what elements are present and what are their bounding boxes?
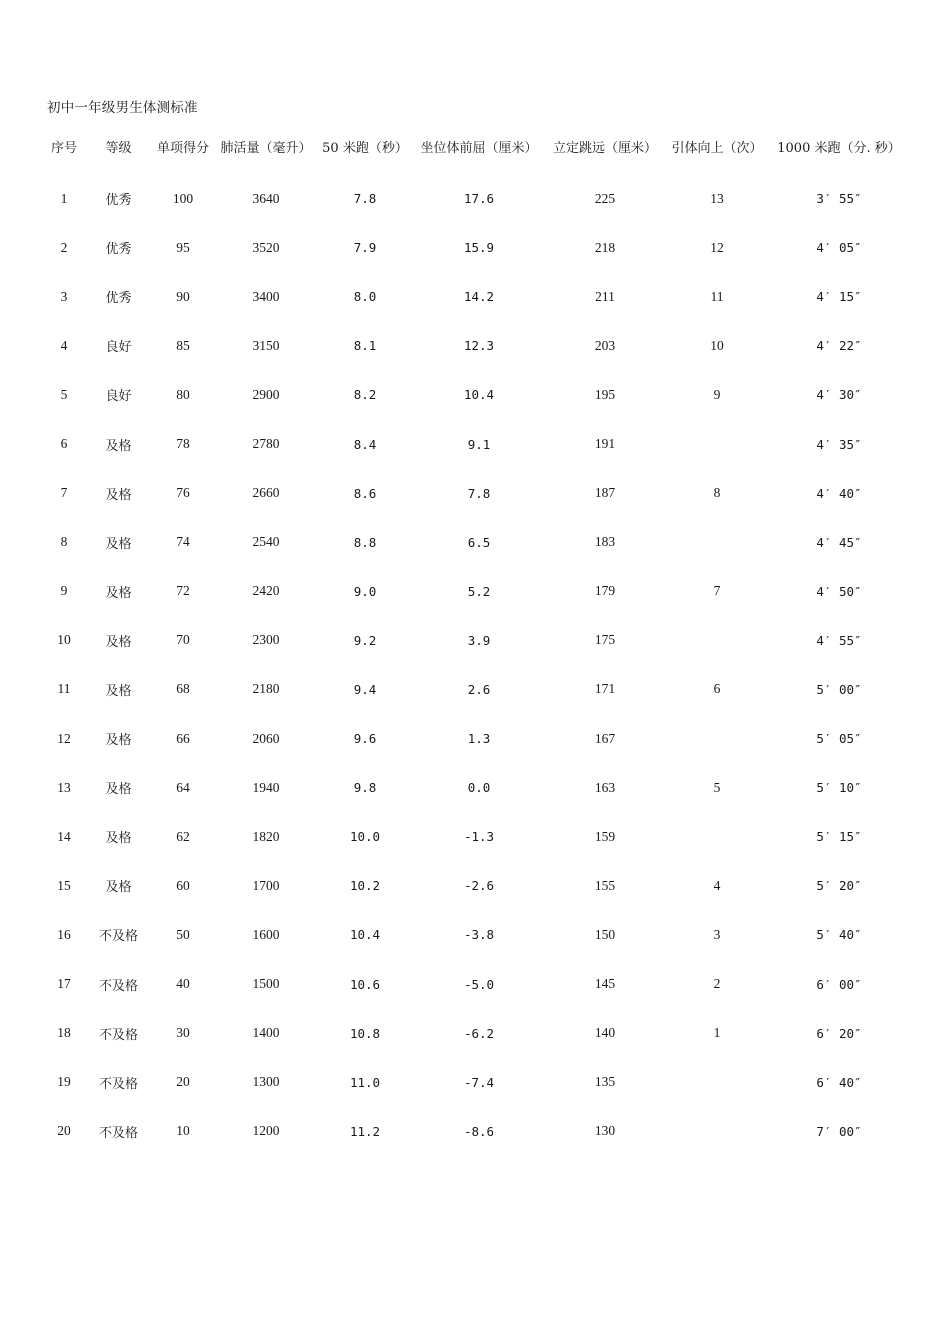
- run-1000m-cell: 5′ 40″: [816, 927, 862, 943]
- long-jump-cell: 195: [594, 386, 616, 402]
- header-1000m-run: 1000 米跑（分. 秒）: [777, 140, 901, 156]
- run-50m-cell: 8.0: [353, 289, 377, 305]
- table-row: [42, 812, 909, 861]
- vital-capacity-cell: 1400: [252, 1025, 280, 1041]
- vital-capacity-cell: 2660: [252, 485, 280, 501]
- seq-cell: 16: [57, 926, 71, 942]
- run-1000m-cell: 6′ 20″: [816, 1025, 862, 1041]
- long-jump-cell: 150: [594, 926, 616, 942]
- score-cell: 30: [176, 1025, 190, 1041]
- seq-cell: 11: [57, 681, 71, 697]
- pull-ups-cell: 3: [713, 926, 721, 942]
- long-jump-cell: 171: [594, 681, 616, 697]
- header-seq: 序号: [50, 140, 77, 156]
- long-jump-cell: 218: [594, 239, 616, 255]
- score-cell: 78: [176, 436, 190, 452]
- vital-capacity-cell: 1820: [252, 828, 280, 844]
- sit-and-reach-cell: 17.6: [463, 191, 495, 207]
- table-row: [42, 910, 909, 959]
- run-50m-cell: 10.4: [349, 927, 381, 943]
- seq-cell: 6: [60, 436, 68, 452]
- score-cell: 100: [172, 190, 194, 206]
- grade-cell: 不及格: [98, 1076, 138, 1092]
- seq-cell: 20: [57, 1123, 71, 1139]
- sit-and-reach-cell: 9.1: [467, 436, 491, 452]
- grade-cell: 不及格: [98, 1125, 138, 1141]
- header-standing-long-jump: 立定跳远（厘米）: [552, 140, 657, 156]
- vital-capacity-cell: 2180: [252, 681, 280, 697]
- table-row: [42, 469, 909, 518]
- run-50m-cell: 9.2: [353, 632, 377, 648]
- sit-and-reach-cell: -8.6: [463, 1123, 495, 1139]
- grade-cell: 良好: [105, 389, 132, 405]
- pull-ups-cell: 6: [713, 681, 721, 697]
- long-jump-cell: 155: [594, 877, 616, 893]
- score-cell: 80: [176, 386, 190, 402]
- table-row: [42, 714, 909, 763]
- seq-cell: 18: [57, 1025, 71, 1041]
- seq-cell: 17: [57, 976, 71, 992]
- sit-and-reach-cell: 10.4: [463, 387, 495, 403]
- long-jump-cell: 140: [594, 1025, 616, 1041]
- pull-ups-cell: [665, 812, 769, 861]
- long-jump-cell: 163: [594, 779, 616, 795]
- run-50m-cell: 7.8: [353, 191, 377, 207]
- run-50m-cell: 11.2: [349, 1123, 381, 1139]
- score-cell: 62: [176, 828, 190, 844]
- run-50m-cell: 9.4: [353, 681, 377, 697]
- run-50m-cell: 10.0: [349, 829, 381, 845]
- table-row: [42, 419, 909, 468]
- table-row: [42, 1058, 909, 1107]
- grade-cell: 及格: [105, 487, 132, 503]
- pull-ups-cell: 11: [710, 288, 724, 304]
- long-jump-cell: 183: [594, 534, 616, 550]
- seq-cell: 7: [60, 485, 68, 501]
- vital-capacity-cell: 2780: [252, 436, 280, 452]
- run-50m-cell: 9.6: [353, 731, 377, 747]
- table-header-row: [42, 130, 909, 162]
- sit-and-reach-cell: 5.2: [467, 583, 491, 599]
- run-1000m-cell: 4′ 50″: [816, 583, 862, 599]
- score-cell: 70: [176, 632, 190, 648]
- sit-and-reach-cell: -7.4: [463, 1074, 495, 1090]
- run-50m-cell: 8.2: [353, 387, 377, 403]
- score-cell: 40: [176, 976, 190, 992]
- header-grade: 等级: [105, 140, 132, 156]
- sit-and-reach-cell: -3.8: [463, 927, 495, 943]
- score-cell: 68: [176, 681, 190, 697]
- run-1000m-cell: 5′ 15″: [816, 829, 862, 845]
- pull-ups-cell: 13: [710, 190, 724, 206]
- pull-ups-cell: 1: [713, 1025, 721, 1041]
- vital-capacity-cell: 1700: [252, 877, 280, 893]
- seq-cell: 12: [57, 730, 71, 746]
- sit-and-reach-cell: -6.2: [463, 1025, 495, 1041]
- seq-cell: 10: [57, 632, 71, 648]
- run-50m-cell: 11.0: [349, 1074, 381, 1090]
- run-50m-cell: 10.2: [349, 878, 381, 894]
- pull-ups-cell: 12: [710, 239, 724, 255]
- seq-cell: 8: [60, 534, 68, 550]
- sit-and-reach-cell: 15.9: [463, 240, 495, 256]
- table-row: [42, 321, 909, 370]
- score-cell: 10: [176, 1123, 190, 1139]
- table-row: [42, 370, 909, 419]
- seq-cell: 14: [57, 828, 71, 844]
- vital-capacity-cell: 1300: [252, 1074, 280, 1090]
- vital-capacity-cell: 2300: [252, 632, 280, 648]
- sit-and-reach-cell: 2.6: [467, 681, 491, 697]
- run-1000m-cell: 7′ 00″: [816, 1123, 862, 1139]
- score-cell: 66: [176, 730, 190, 746]
- header-vital-capacity: 肺活量（毫升）: [220, 140, 312, 156]
- run-1000m-cell: 6′ 00″: [816, 976, 862, 992]
- pull-ups-cell: 10: [710, 337, 724, 353]
- pull-ups-cell: [665, 419, 769, 468]
- run-1000m-cell: 5′ 10″: [816, 780, 862, 796]
- run-1000m-cell: 4′ 30″: [816, 387, 862, 403]
- pull-ups-cell: 4: [713, 877, 721, 893]
- vital-capacity-cell: 2060: [252, 730, 280, 746]
- table-row: [42, 616, 909, 665]
- sit-and-reach-cell: 3.9: [467, 632, 491, 648]
- seq-cell: 1: [60, 190, 68, 206]
- run-1000m-cell: 5′ 20″: [816, 878, 862, 894]
- score-cell: 90: [176, 288, 190, 304]
- pull-ups-cell: 7: [713, 583, 721, 599]
- table-row: [42, 960, 909, 1009]
- vital-capacity-cell: 1940: [252, 779, 280, 795]
- sit-and-reach-cell: 1.3: [467, 731, 491, 747]
- score-cell: 95: [176, 239, 190, 255]
- table-row: [42, 665, 909, 714]
- long-jump-cell: 225: [594, 190, 616, 206]
- fitness-standard-table: [42, 130, 909, 1156]
- vital-capacity-cell: 1200: [252, 1123, 280, 1139]
- run-1000m-cell: 6′ 40″: [816, 1074, 862, 1090]
- long-jump-cell: 203: [594, 337, 616, 353]
- table-row: [42, 567, 909, 616]
- vital-capacity-cell: 2420: [252, 583, 280, 599]
- pull-ups-cell: [665, 616, 769, 665]
- vital-capacity-cell: 1600: [252, 926, 280, 942]
- score-cell: 60: [176, 877, 190, 893]
- vital-capacity-cell: 3400: [252, 288, 280, 304]
- grade-cell: 良好: [105, 340, 132, 356]
- table-row: [42, 861, 909, 910]
- run-50m-cell: 9.0: [353, 583, 377, 599]
- grade-cell: 不及格: [98, 978, 138, 994]
- grade-cell: 及格: [105, 683, 132, 699]
- table-row: [42, 763, 909, 812]
- seq-cell: 9: [60, 583, 68, 599]
- vital-capacity-cell: 3640: [252, 190, 280, 206]
- vital-capacity-cell: 2540: [252, 534, 280, 550]
- grade-cell: 及格: [105, 585, 132, 601]
- pull-ups-cell: [665, 1107, 769, 1156]
- sit-and-reach-cell: 0.0: [467, 780, 491, 796]
- run-50m-cell: 8.6: [353, 485, 377, 501]
- run-50m-cell: 9.8: [353, 780, 377, 796]
- long-jump-cell: 175: [594, 632, 616, 648]
- table-row: [42, 1107, 909, 1156]
- long-jump-cell: 187: [594, 485, 616, 501]
- grade-cell: 及格: [105, 831, 132, 847]
- grade-cell: 不及格: [98, 929, 138, 945]
- long-jump-cell: 145: [594, 976, 616, 992]
- score-cell: 85: [176, 337, 190, 353]
- score-cell: 72: [176, 583, 190, 599]
- run-1000m-cell: 4′ 22″: [816, 338, 862, 354]
- score-cell: 76: [176, 485, 190, 501]
- vital-capacity-cell: 2900: [252, 386, 280, 402]
- score-cell: 64: [176, 779, 190, 795]
- run-1000m-cell: 3′ 55″: [816, 191, 862, 207]
- sit-and-reach-cell: -2.6: [463, 878, 495, 894]
- seq-cell: 2: [60, 239, 68, 255]
- long-jump-cell: 135: [594, 1074, 616, 1090]
- run-1000m-cell: 4′ 15″: [816, 289, 862, 305]
- sit-and-reach-cell: 14.2: [463, 289, 495, 305]
- table-row: [42, 518, 909, 567]
- sit-and-reach-cell: -1.3: [463, 829, 495, 845]
- pull-ups-cell: 2: [713, 976, 721, 992]
- pull-ups-cell: [665, 518, 769, 567]
- run-50m-cell: 7.9: [353, 240, 377, 256]
- long-jump-cell: 159: [594, 828, 616, 844]
- grade-cell: 及格: [105, 880, 132, 896]
- vital-capacity-cell: 1500: [252, 976, 280, 992]
- grade-cell: 及格: [105, 536, 132, 552]
- long-jump-cell: 191: [594, 436, 616, 452]
- header-pull-ups: 引体向上（次）: [671, 140, 763, 156]
- vital-capacity-cell: 3520: [252, 239, 280, 255]
- pull-ups-cell: 9: [713, 386, 721, 402]
- run-1000m-cell: 4′ 40″: [816, 485, 862, 501]
- pull-ups-cell: [665, 714, 769, 763]
- run-1000m-cell: 4′ 55″: [816, 632, 862, 648]
- seq-cell: 5: [60, 386, 68, 402]
- run-50m-cell: 10.6: [349, 976, 381, 992]
- run-1000m-cell: 5′ 00″: [816, 681, 862, 697]
- seq-cell: 3: [60, 288, 68, 304]
- grade-cell: 及格: [105, 733, 132, 749]
- pull-ups-cell: 8: [713, 485, 721, 501]
- grade-cell: 优秀: [105, 242, 132, 258]
- run-1000m-cell: 4′ 45″: [816, 534, 862, 550]
- run-50m-cell: 8.8: [353, 534, 377, 550]
- run-1000m-cell: 4′ 35″: [816, 436, 862, 452]
- sit-and-reach-cell: -5.0: [463, 976, 495, 992]
- long-jump-cell: 179: [594, 583, 616, 599]
- run-50m-cell: 10.8: [349, 1025, 381, 1041]
- run-1000m-cell: 4′ 05″: [816, 240, 862, 256]
- long-jump-cell: 130: [594, 1123, 616, 1139]
- score-cell: 50: [176, 926, 190, 942]
- sit-and-reach-cell: 6.5: [467, 534, 491, 550]
- grade-cell: 及格: [105, 438, 132, 454]
- run-1000m-cell: 5′ 05″: [816, 731, 862, 747]
- vital-capacity-cell: 3150: [252, 337, 280, 353]
- grade-cell: 优秀: [105, 193, 132, 209]
- header-sit-and-reach: 坐位体前屈（厘米）: [420, 140, 538, 156]
- seq-cell: 13: [57, 779, 71, 795]
- sit-and-reach-cell: 12.3: [463, 338, 495, 354]
- pull-ups-cell: [665, 1058, 769, 1107]
- run-50m-cell: 8.4: [353, 436, 377, 452]
- grade-cell: 不及格: [98, 1027, 138, 1043]
- seq-cell: 19: [57, 1074, 71, 1090]
- grade-cell: 及格: [105, 634, 132, 650]
- table-body: [42, 162, 909, 1156]
- header-score: 单项得分: [156, 140, 209, 156]
- grade-cell: 优秀: [105, 291, 132, 307]
- table-row: [42, 162, 909, 223]
- long-jump-cell: 211: [595, 288, 615, 304]
- seq-cell: 4: [60, 337, 68, 353]
- document-title: 初中一年级男生体测标准: [47, 100, 198, 116]
- run-50m-cell: 8.1: [353, 338, 377, 354]
- seq-cell: 15: [57, 877, 71, 893]
- table-row: [42, 1009, 909, 1058]
- table-row: [42, 272, 909, 321]
- header-50m-run: 50 米跑（秒）: [322, 140, 408, 156]
- score-cell: 20: [176, 1074, 190, 1090]
- grade-cell: 及格: [105, 782, 132, 798]
- sit-and-reach-cell: 7.8: [467, 485, 491, 501]
- pull-ups-cell: 5: [713, 779, 721, 795]
- score-cell: 74: [176, 534, 190, 550]
- long-jump-cell: 167: [594, 730, 616, 746]
- table-row: [42, 223, 909, 272]
